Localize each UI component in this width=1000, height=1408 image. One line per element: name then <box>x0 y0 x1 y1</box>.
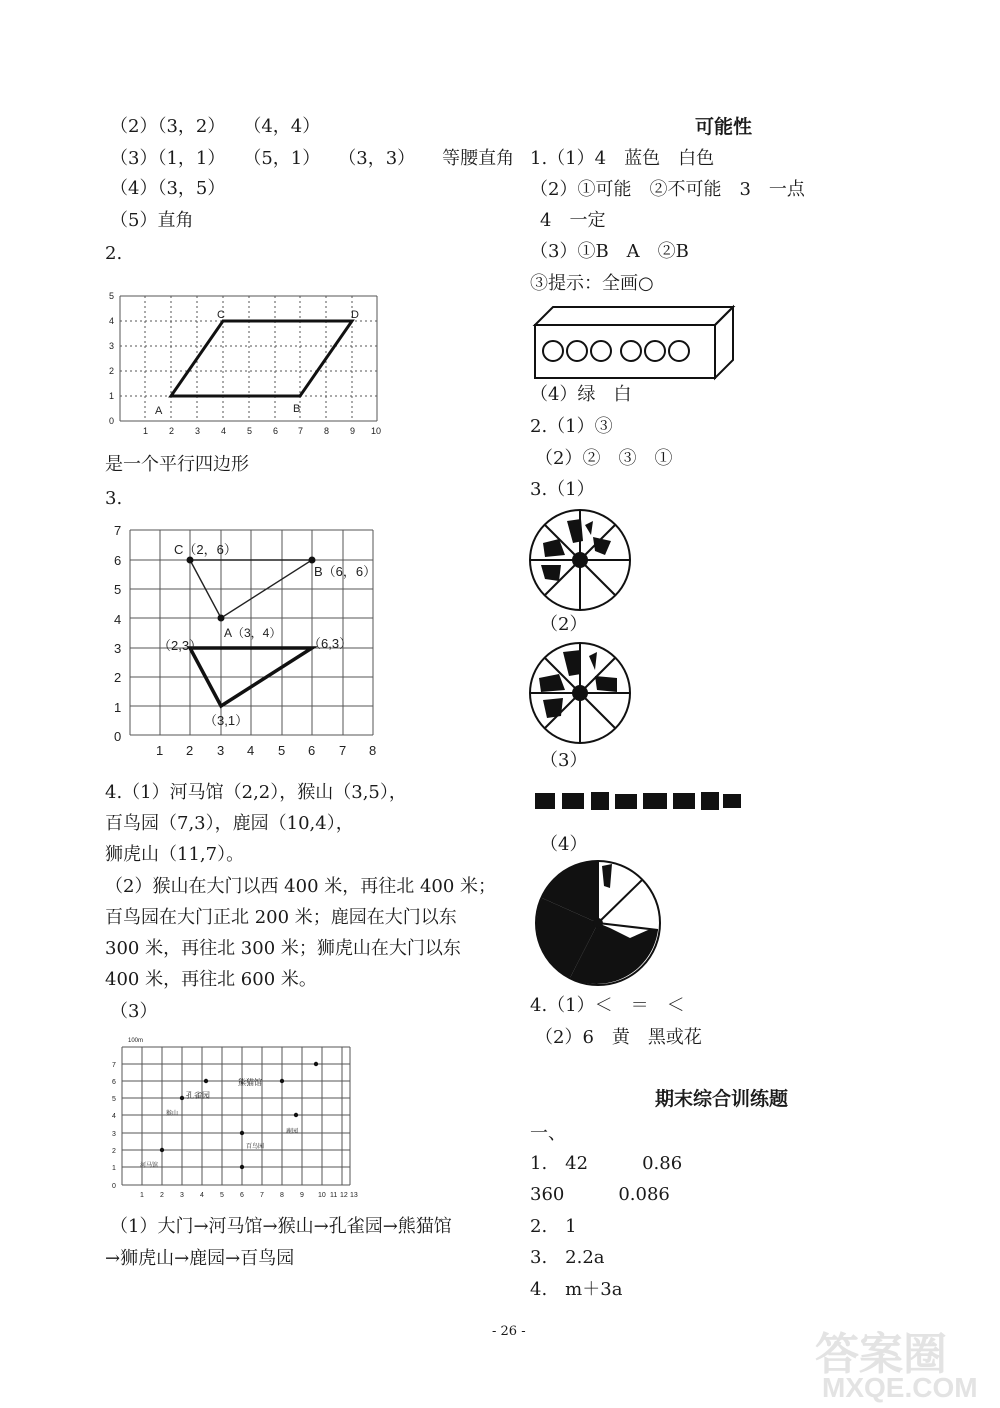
point-d-label: D <box>351 309 359 321</box>
q3-y-ticks <box>114 523 121 744</box>
svg-text:2: 2 <box>109 366 115 376</box>
map-label-monkey: 猴山 <box>166 1111 179 1117</box>
svg-text:4: 4 <box>112 1113 116 1120</box>
svg-text:0: 0 <box>114 729 122 744</box>
svg-text:2: 2 <box>114 670 122 685</box>
svg-text:9: 9 <box>350 426 356 436</box>
watermark-logo: 答案圈 <box>815 1330 947 1379</box>
spinner-2 <box>525 638 635 748</box>
map-unit-label: 100m <box>128 1038 144 1044</box>
svg-text:5: 5 <box>109 291 115 301</box>
svg-text:7: 7 <box>339 743 347 758</box>
svg-text:3: 3 <box>109 341 115 351</box>
svg-text:1: 1 <box>140 1192 144 1199</box>
q4-line-1: 4.（1）河马馆（2,2），猴山（3,5）， <box>105 782 407 803</box>
spinner-1 <box>525 505 635 615</box>
svg-text:8: 8 <box>369 743 377 758</box>
svg-text:3: 3 <box>195 426 201 436</box>
shaded-strip <box>535 790 745 814</box>
point-b-label: B <box>293 403 301 415</box>
q4-line-7: 400 米，再往北 600 米。 <box>105 969 317 990</box>
svg-text:13: 13 <box>350 1192 358 1199</box>
point-b-coord: B（6，6） <box>314 564 377 579</box>
q1-line-5: （5）直角 <box>110 210 194 231</box>
q3-label: 3. <box>105 488 123 509</box>
final-line-1: 一、 <box>530 1123 566 1144</box>
q4-line-3: 狮虎山（11,7）。 <box>105 844 245 865</box>
svg-text:1: 1 <box>109 391 115 401</box>
vertex-2-3: （2,3） <box>158 638 203 653</box>
q1-line-2: （2）（3，2） （4，4） <box>110 116 321 137</box>
svg-text:5: 5 <box>114 582 122 597</box>
svg-text:4: 4 <box>247 743 255 758</box>
svg-text:8: 8 <box>324 426 330 436</box>
svg-text:5: 5 <box>278 743 286 758</box>
q2-caption: 是一个平行四边形 <box>105 454 249 475</box>
spinner-3-label: （4） <box>540 834 588 855</box>
vertex-3-1: （3,1） <box>204 713 249 728</box>
svg-text:7: 7 <box>114 523 122 538</box>
svg-text:11: 11 <box>330 1192 338 1199</box>
svg-text:4: 4 <box>221 426 227 436</box>
q2-label: 2. <box>105 243 123 264</box>
point-a-label: A <box>155 405 163 417</box>
svg-text:3: 3 <box>114 641 122 656</box>
box-with-balls <box>535 305 735 385</box>
prob-line-7: 2.（1）③ <box>530 416 613 437</box>
svg-text:10: 10 <box>318 1192 326 1199</box>
page-number: - 26 - <box>492 1324 526 1339</box>
section-title-final-review: 期末综合训练题 <box>655 1088 789 1110</box>
prob-line-6: （4）绿 白 <box>530 384 632 405</box>
svg-text:2: 2 <box>112 1148 116 1155</box>
svg-text:6: 6 <box>240 1192 244 1199</box>
svg-text:8: 8 <box>280 1192 284 1199</box>
point-c-label: C <box>217 309 225 321</box>
q2-y-ticks <box>109 291 114 426</box>
prob-line-5: ③提示：全画○ <box>530 273 654 294</box>
parallelogram-shape <box>171 321 352 396</box>
svg-text:6: 6 <box>114 553 122 568</box>
prob-line-3: 4 一定 <box>540 210 606 231</box>
svg-text:1: 1 <box>156 743 164 758</box>
q1-line-3: （3）（1，1） （5，1） （3，3） 等腰直角 <box>110 148 515 169</box>
svg-text:5: 5 <box>220 1192 224 1199</box>
strip-label: （3） <box>540 750 588 771</box>
svg-text:2: 2 <box>160 1192 164 1199</box>
grid-lines <box>120 296 377 421</box>
zoo-map-grid <box>100 1035 370 1205</box>
svg-text:7: 7 <box>298 426 304 436</box>
q4-line-5: 百鸟园在大门正北 200 米；鹿园在大门以东 <box>105 907 457 928</box>
prob-line-11: （2）6 黄 黑或花 <box>535 1027 702 1048</box>
svg-text:1: 1 <box>112 1165 116 1172</box>
prob-line-4: （3）①B A ②B <box>530 241 689 262</box>
prob-line-1: 1.（1）4 蓝色 白色 <box>530 148 715 169</box>
svg-text:2: 2 <box>186 743 194 758</box>
map-y-ticks <box>112 1062 116 1190</box>
prob-line-2: （2）①可能 ②不可能 3 一点 <box>530 179 805 200</box>
svg-text:7: 7 <box>260 1192 264 1199</box>
svg-text:2: 2 <box>169 426 175 436</box>
svg-text:4: 4 <box>114 612 122 627</box>
point-c-coord: C（2，6） <box>174 542 237 557</box>
spinner-2-label: （2） <box>540 614 588 635</box>
svg-text:3: 3 <box>112 1131 116 1138</box>
svg-text:10: 10 <box>371 426 382 436</box>
svg-text:6: 6 <box>308 743 316 758</box>
svg-text:1: 1 <box>143 426 149 436</box>
map-label-birds: 百鸟园 <box>246 1144 265 1150</box>
final-line-3: 360 0.086 <box>530 1184 670 1205</box>
section-title-probability: 可能性 <box>695 116 753 138</box>
watermark-url: MXQE.COM <box>822 1372 978 1403</box>
map-label-peacock: 孔雀园 <box>186 1091 210 1100</box>
prob-line-10: 4.（1）＜ ＝ ＜ <box>530 995 685 1016</box>
q1-line-4: （4）（3，5） <box>110 178 226 199</box>
q4-line-4: （2）猴山在大门以西 400 米，再往北 400 米； <box>105 876 497 897</box>
spinner-3 <box>530 858 666 988</box>
q4-line-2: 百鸟园（7,3），鹿园（10,4）， <box>105 813 354 834</box>
svg-text:9: 9 <box>300 1192 304 1199</box>
q4-line-8: （3） <box>110 1001 158 1022</box>
svg-text:4: 4 <box>200 1192 204 1199</box>
q2-x-ticks <box>143 426 381 436</box>
svg-text:5: 5 <box>247 426 253 436</box>
route-line-1: （1）大门→河马馆→猴山→孔雀园→熊猫馆 <box>110 1216 452 1237</box>
svg-text:6: 6 <box>112 1079 116 1086</box>
svg-text:7: 7 <box>112 1062 116 1069</box>
svg-text:3: 3 <box>180 1192 184 1199</box>
prob-line-8: （2）② ③ ① <box>535 448 673 469</box>
map-label-hippo: 河马馆 <box>140 1163 159 1169</box>
map-label-deer: 鹿园 <box>286 1129 299 1135</box>
prob-line-9: 3.（1） <box>530 479 595 500</box>
svg-text:12: 12 <box>340 1192 348 1199</box>
svg-text:3: 3 <box>217 743 225 758</box>
svg-text:5: 5 <box>112 1096 116 1103</box>
route-line-2: →狮虎山→鹿园→百鸟园 <box>105 1248 295 1269</box>
svg-text:6: 6 <box>273 426 279 436</box>
parallelogram-grid <box>95 288 395 438</box>
svg-text:0: 0 <box>112 1183 116 1190</box>
triangle-grid <box>110 520 390 760</box>
final-line-4: 2. 1 <box>530 1216 577 1237</box>
point-a-coord: A（3，4） <box>224 626 282 640</box>
map-x-ticks <box>140 1192 358 1199</box>
map-label-panda: 熊猫馆 <box>238 1078 262 1087</box>
final-line-2: 1. 42 0.86 <box>530 1153 683 1174</box>
q4-line-6: 300 米，再往北 300 米；狮虎山在大门以东 <box>105 938 461 959</box>
q3-x-ticks <box>156 743 376 758</box>
svg-text:4: 4 <box>109 316 115 326</box>
svg-text:0: 0 <box>109 416 115 426</box>
final-line-5: 3. 2.2a <box>530 1247 605 1268</box>
vertex-6-3: （6,3） <box>308 636 353 651</box>
final-line-6: 4. m＋3a <box>530 1279 623 1300</box>
svg-text:1: 1 <box>114 700 122 715</box>
